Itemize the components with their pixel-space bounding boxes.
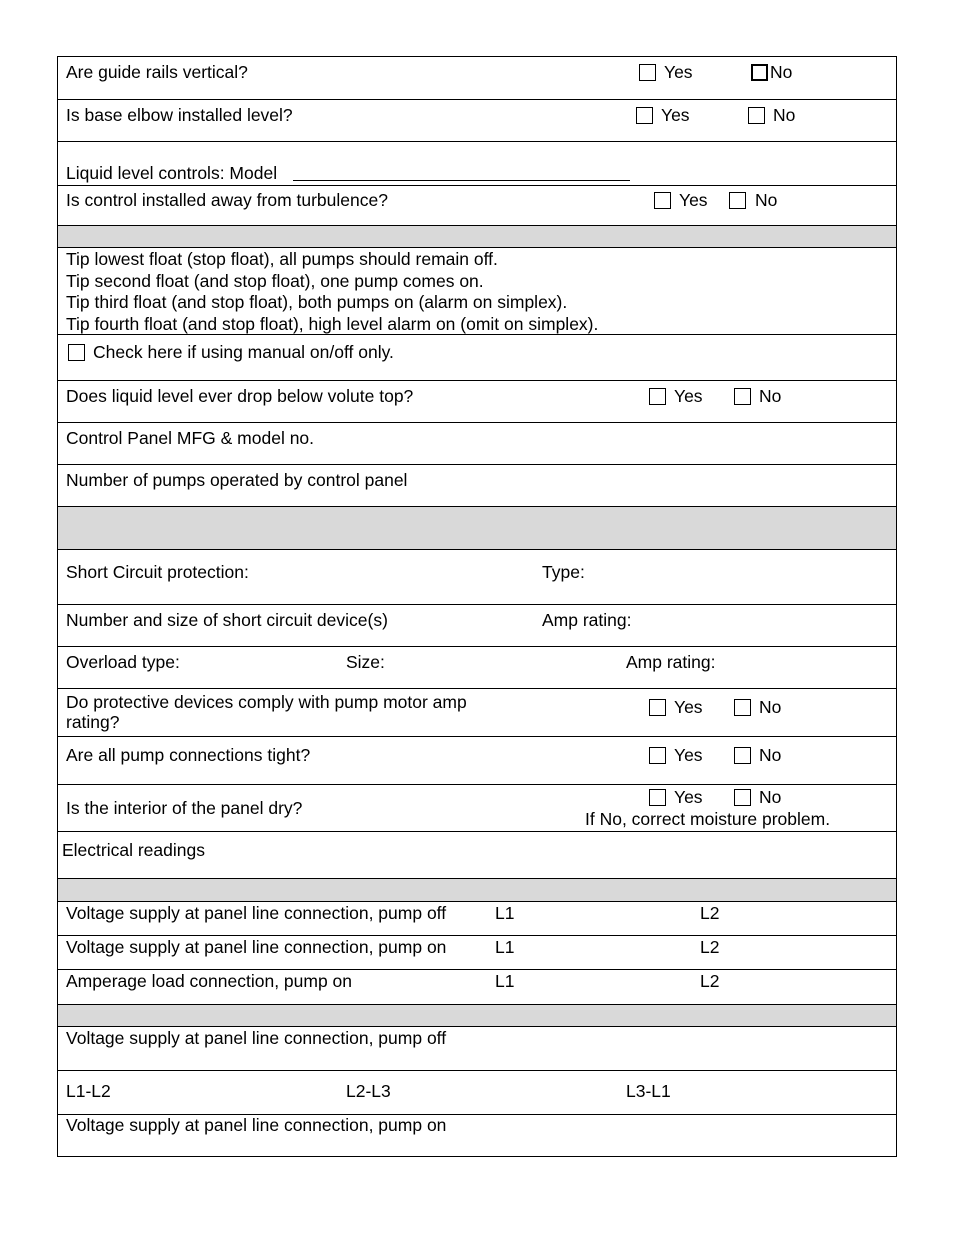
base-elbow-yes-checkbox[interactable] xyxy=(636,107,653,124)
liquid-drop-yes-checkbox[interactable] xyxy=(649,388,666,405)
yes-label: Yes xyxy=(679,190,708,210)
question-base-elbow: Is base elbow installed level? xyxy=(66,105,293,125)
overload-type-label: Overload type: xyxy=(66,652,180,672)
no-label: No xyxy=(773,105,796,125)
question-control-turbulence: Is control installed away from turbulence? xyxy=(66,190,388,210)
float-step-1: Tip lowest float (stop float), all pumps should remain off. xyxy=(66,249,498,269)
type-label: Type: xyxy=(542,562,585,582)
row-electrical-readings xyxy=(58,831,896,878)
row-float-steps xyxy=(58,247,896,334)
float-step-3: Tip third float (and stop float), both pumps on (alarm on simplex). xyxy=(66,292,568,312)
float-step-4: Tip fourth float (and stop float), high level alarm on (omit on simplex). xyxy=(66,313,599,334)
question-guide-rails: Are guide rails vertical? xyxy=(66,62,248,82)
row-voltage-off-three-phase xyxy=(58,1026,896,1070)
connections-no-checkbox[interactable] xyxy=(734,747,751,764)
num-pumps-label: Number of pumps operated by control panel xyxy=(66,470,408,490)
yes-label: Yes xyxy=(674,386,703,406)
no-label: No xyxy=(759,745,782,765)
question-liquid-drop: Does liquid level ever drop below volute top? xyxy=(66,386,414,406)
question-protective-line1: Do protective devices comply with pump motor amp xyxy=(66,692,467,712)
l1-label: L1 xyxy=(495,971,515,991)
row-control-turbulence xyxy=(58,185,896,225)
row-short-circuit-devices xyxy=(58,604,896,646)
l2-label: L2 xyxy=(700,937,720,957)
row-phase-pairs xyxy=(58,1070,896,1114)
section-separator xyxy=(58,878,896,901)
panel-mfg-label: Control Panel MFG & model no. xyxy=(66,428,315,448)
guide-rails-yes-checkbox[interactable] xyxy=(639,64,656,81)
section-header-shaded xyxy=(58,506,896,549)
liquid-model-label: Liquid level controls: Model xyxy=(66,163,278,183)
row-manual-only xyxy=(58,334,896,380)
section-separator xyxy=(58,225,896,247)
short-circuit-devices-label: Number and size of short circuit device(s) xyxy=(66,610,388,630)
yes-label: Yes xyxy=(674,697,703,717)
question-protective-line2: rating? xyxy=(66,712,120,732)
row-panel-dry xyxy=(58,784,896,831)
turbulence-yes-checkbox[interactable] xyxy=(654,192,671,209)
model-input-line[interactable] xyxy=(293,180,630,181)
yes-label: Yes xyxy=(661,105,690,125)
size-label: Size: xyxy=(346,652,385,672)
row-overload xyxy=(58,646,896,688)
row-panel-mfg xyxy=(58,422,896,464)
manual-only-checkbox[interactable] xyxy=(68,344,85,361)
row-voltage-on-three-phase xyxy=(58,1114,896,1158)
float-step-2: Tip second float (and stop float), one pump comes on. xyxy=(66,270,484,291)
l1-label: L1 xyxy=(495,937,515,957)
row-voltage-on xyxy=(58,935,896,969)
voltage-on-label: Voltage supply at panel line connection, pump on xyxy=(66,937,447,957)
voltage-on-label: Voltage supply at panel line connection, pump on xyxy=(66,1115,447,1135)
section-separator xyxy=(58,1004,896,1026)
row-amperage-on xyxy=(58,969,896,1004)
panel-dry-yes-checkbox[interactable] xyxy=(649,789,666,806)
amperage-on-label: Amperage load connection, pump on xyxy=(66,971,353,991)
protective-no-checkbox[interactable] xyxy=(734,699,751,716)
row-liquid-model xyxy=(58,141,896,185)
panel-dry-no-checkbox[interactable] xyxy=(734,789,751,806)
yes-label: Yes xyxy=(674,787,703,807)
inspection-form xyxy=(57,56,897,1157)
row-connections-tight xyxy=(58,736,896,784)
row-base-elbow xyxy=(58,99,896,141)
yes-label: Yes xyxy=(674,745,703,765)
row-liquid-drop xyxy=(58,380,896,422)
amp-rating-label: Amp rating: xyxy=(626,652,716,672)
electrical-readings-label: Electrical readings xyxy=(62,840,205,860)
no-label: No xyxy=(759,386,782,406)
l1-label: L1 xyxy=(495,903,515,923)
row-guide-rails xyxy=(58,57,896,99)
voltage-off-label: Voltage supply at panel line connection, pump off xyxy=(66,903,447,923)
liquid-drop-no-checkbox[interactable] xyxy=(734,388,751,405)
question-panel-dry: Is the interior of the panel dry? xyxy=(66,798,303,818)
no-label: No xyxy=(755,190,778,210)
row-num-pumps xyxy=(58,464,896,506)
short-circuit-label: Short Circuit protection: xyxy=(66,562,249,582)
amp-rating-label: Amp rating: xyxy=(542,610,632,630)
l2-label: L2 xyxy=(700,903,720,923)
voltage-off-label: Voltage supply at panel line connection, pump off xyxy=(66,1028,447,1048)
connections-yes-checkbox[interactable] xyxy=(649,747,666,764)
yes-label: Yes xyxy=(664,62,693,82)
moisture-note: If No, correct moisture problem. xyxy=(585,809,831,829)
l3-l1-label: L3-L1 xyxy=(626,1081,671,1101)
manual-only-label: Check here if using manual on/off only. xyxy=(93,342,394,362)
l2-label: L2 xyxy=(700,971,720,991)
row-protective-devices xyxy=(58,688,896,736)
base-elbow-no-checkbox[interactable] xyxy=(748,107,765,124)
row-short-circuit xyxy=(58,549,896,604)
l2-l3-label: L2-L3 xyxy=(346,1081,391,1101)
turbulence-no-checkbox[interactable] xyxy=(729,192,746,209)
row-voltage-off xyxy=(58,901,896,935)
question-connections-tight: Are all pump connections tight? xyxy=(66,745,311,765)
no-label: No xyxy=(770,62,793,82)
protective-yes-checkbox[interactable] xyxy=(649,699,666,716)
no-label: No xyxy=(759,787,782,807)
no-label: No xyxy=(759,697,782,717)
guide-rails-no-checkbox[interactable] xyxy=(751,64,768,81)
l1-l2-label: L1-L2 xyxy=(66,1081,111,1101)
